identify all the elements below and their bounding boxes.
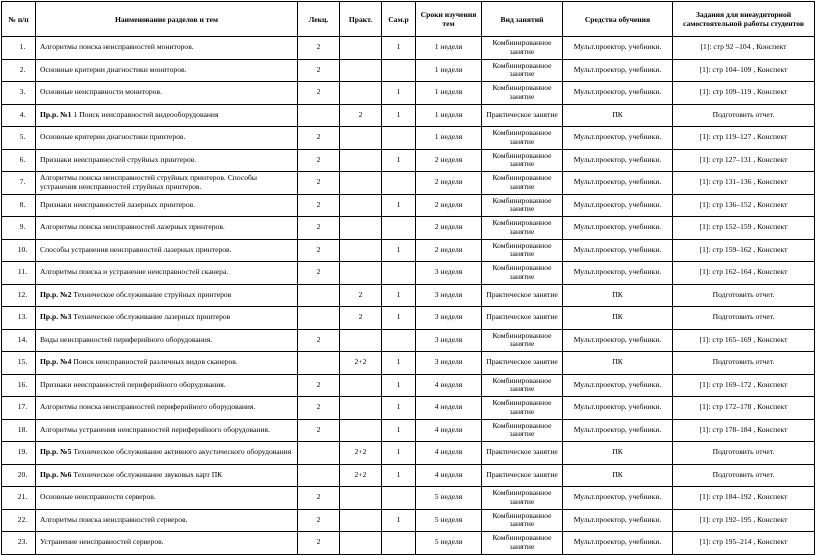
lecture-hours: 2 bbox=[298, 127, 340, 150]
table-row bbox=[2, 104, 815, 127]
topic-name: Основные неисправности мониторов. bbox=[40, 87, 162, 97]
homework-task: [1]: стр 104–109 , Конспект bbox=[673, 59, 815, 82]
row-number: 23. bbox=[2, 532, 36, 555]
header-num: № п/п bbox=[2, 2, 36, 37]
topic-cell bbox=[36, 442, 298, 465]
lecture-hours: 2 bbox=[298, 59, 340, 82]
topic-name: Способы устранения неисправностей лазерных принтеров. bbox=[40, 244, 232, 254]
row-number: 3. bbox=[2, 82, 36, 105]
lecture-hours bbox=[298, 104, 340, 127]
practice-hours: 2+2 bbox=[340, 464, 382, 487]
topic-name: Алгоритмы поиска неисправностей периферийного оборудования. bbox=[40, 402, 256, 412]
table-body bbox=[2, 37, 815, 555]
lesson-type: Комбинированное занятие bbox=[482, 127, 563, 150]
teaching-means: Мульт.проектор, учебники. bbox=[563, 127, 673, 150]
homework-task: Подготовить отчет. bbox=[673, 442, 815, 465]
row-number: 11. bbox=[2, 262, 36, 285]
homework-task: [1]: стр 178–184 , Конспект bbox=[673, 419, 815, 442]
lesson-type: Комбинированное занятие bbox=[482, 329, 563, 352]
practical-work-label: Пр.р. №3 bbox=[40, 312, 72, 322]
practice-hours bbox=[340, 127, 382, 150]
topic-cell bbox=[36, 172, 298, 195]
lecture-hours: 2 bbox=[298, 194, 340, 217]
table-row bbox=[2, 59, 815, 82]
teaching-means: ПК bbox=[563, 464, 673, 487]
lesson-type: Практическое занятие bbox=[482, 464, 563, 487]
self-study-hours: 1 bbox=[382, 374, 416, 397]
homework-task: [1]: стр 165–169 , Конспект bbox=[673, 329, 815, 352]
study-term: 2 неделя bbox=[416, 194, 482, 217]
header-self: Сам.р bbox=[382, 2, 416, 37]
row-number: 12. bbox=[2, 284, 36, 307]
topic-cell bbox=[36, 464, 298, 487]
topic-name: Основные неисправности серверов. bbox=[40, 492, 156, 502]
lesson-type: Комбинированное занятие bbox=[482, 217, 563, 240]
lecture-hours: 2 bbox=[298, 532, 340, 555]
homework-task: [1]: стр 136–152 , Конспект bbox=[673, 194, 815, 217]
lecture-hours bbox=[298, 307, 340, 330]
teaching-means: Мульт.проектор, учебники. bbox=[563, 149, 673, 172]
practical-work-label: Пр.р. №4 bbox=[40, 357, 72, 367]
table-row bbox=[2, 509, 815, 532]
homework-task: Подготовить отчет. bbox=[673, 464, 815, 487]
study-term: 4 неделя bbox=[416, 442, 482, 465]
homework-task: [1]: стр 172–178 , Конспект bbox=[673, 397, 815, 420]
homework-task: [1]: стр 159–162 , Конспект bbox=[673, 239, 815, 262]
row-number: 5. bbox=[2, 127, 36, 150]
practice-hours bbox=[340, 487, 382, 510]
topic-cell bbox=[36, 262, 298, 285]
table-row bbox=[2, 284, 815, 307]
self-study-hours bbox=[382, 329, 416, 352]
table-row bbox=[2, 82, 815, 105]
lesson-type: Комбинированное занятие bbox=[482, 532, 563, 555]
table-row bbox=[2, 464, 815, 487]
homework-task: [1]: стр 109–119 , Конспект bbox=[673, 82, 815, 105]
practice-hours: 2+2 bbox=[340, 352, 382, 375]
lecture-hours: 2 bbox=[298, 172, 340, 195]
topic-name: Алгоритмы поиска и устранение неисправностей сканера. bbox=[40, 267, 229, 277]
practice-hours bbox=[340, 509, 382, 532]
lecture-hours: 2 bbox=[298, 82, 340, 105]
homework-task: [1]: стр 192–195 , Конспект bbox=[673, 509, 815, 532]
practice-hours: 2+2 bbox=[340, 442, 382, 465]
teaching-means: Мульт.проектор, учебники. bbox=[563, 217, 673, 240]
header-row bbox=[2, 2, 815, 37]
topic-cell bbox=[36, 509, 298, 532]
practice-hours bbox=[340, 397, 382, 420]
table-row bbox=[2, 172, 815, 195]
teaching-means: Мульт.проектор, учебники. bbox=[563, 419, 673, 442]
header-means: Средства обучения bbox=[563, 2, 673, 37]
homework-task: [1]: стр 195–214 , Конспект bbox=[673, 532, 815, 555]
topic-name: Признаки неисправностей периферийного оборудования. bbox=[40, 379, 226, 389]
self-study-hours: 1 bbox=[382, 352, 416, 375]
topic-cell bbox=[36, 104, 298, 127]
schedule-document bbox=[1, 1, 815, 555]
table-row bbox=[2, 149, 815, 172]
study-term: 1 неделя bbox=[416, 59, 482, 82]
homework-task: [1]: стр 127–131 , Конспект bbox=[673, 149, 815, 172]
table-row bbox=[2, 532, 815, 555]
topic-cell bbox=[36, 149, 298, 172]
topic-cell bbox=[36, 419, 298, 442]
self-study-hours bbox=[382, 172, 416, 195]
lesson-type: Комбинированное занятие bbox=[482, 37, 563, 60]
topic-name: Основные критерии диагностики принтеров. bbox=[40, 132, 186, 142]
practice-hours: 2 bbox=[340, 307, 382, 330]
table-row bbox=[2, 262, 815, 285]
teaching-means: ПК bbox=[563, 307, 673, 330]
topic-cell bbox=[36, 374, 298, 397]
practice-hours bbox=[340, 82, 382, 105]
lesson-type: Комбинированное занятие bbox=[482, 239, 563, 262]
topic-cell bbox=[36, 194, 298, 217]
homework-task: [1]: стр 184–192 , Конспект bbox=[673, 487, 815, 510]
practice-hours bbox=[340, 374, 382, 397]
teaching-means: Мульт.проектор, учебники. bbox=[563, 37, 673, 60]
row-number: 21. bbox=[2, 487, 36, 510]
teaching-means: Мульт.проектор, учебники. bbox=[563, 262, 673, 285]
topic-cell bbox=[36, 329, 298, 352]
lecture-hours: 2 bbox=[298, 329, 340, 352]
study-term: 3 неделя bbox=[416, 352, 482, 375]
study-term: 4 неделя bbox=[416, 419, 482, 442]
row-number: 13. bbox=[2, 307, 36, 330]
lecture-hours: 2 bbox=[298, 487, 340, 510]
row-number: 18. bbox=[2, 419, 36, 442]
schedule-table bbox=[1, 1, 815, 555]
topic-cell bbox=[36, 532, 298, 555]
self-study-hours: 1 bbox=[382, 442, 416, 465]
teaching-means: Мульт.проектор, учебники. bbox=[563, 487, 673, 510]
topic-name: Техническое обслуживание лазерных принтеров bbox=[73, 312, 231, 322]
header-name: Наименование разделов и тем bbox=[36, 2, 298, 37]
study-term: 2 неделя bbox=[416, 172, 482, 195]
practical-work-label: Пр.р. №1 bbox=[40, 109, 72, 119]
topic-cell bbox=[36, 82, 298, 105]
topic-name: Алгоритмы поиска неисправностей мониторов. bbox=[40, 42, 194, 52]
self-study-hours bbox=[382, 59, 416, 82]
study-term: 1 неделя bbox=[416, 37, 482, 60]
topic-cell bbox=[36, 307, 298, 330]
table-row bbox=[2, 374, 815, 397]
study-term: 4 неделя bbox=[416, 374, 482, 397]
lesson-type: Комбинированное занятие bbox=[482, 374, 563, 397]
study-term: 1 неделя bbox=[416, 82, 482, 105]
row-number: 10. bbox=[2, 239, 36, 262]
topic-name: Виды неисправностей периферийного оборудования. bbox=[40, 334, 213, 344]
topic-name: 1 Поиск неисправностей видеооборудования bbox=[73, 109, 219, 119]
teaching-means: Мульт.проектор, учебники. bbox=[563, 59, 673, 82]
lesson-type: Комбинированное занятие bbox=[482, 82, 563, 105]
topic-name: Основные критерии диагностики мониторов. bbox=[40, 64, 187, 74]
lesson-type: Комбинированное занятие bbox=[482, 59, 563, 82]
lecture-hours: 2 bbox=[298, 239, 340, 262]
topic-name: Алгоритмы устранения неисправностей периферийного оборудования. bbox=[40, 424, 270, 434]
topic-name: Признаки неисправностей струйных принтеров. bbox=[40, 154, 197, 164]
row-number: 8. bbox=[2, 194, 36, 217]
topic-cell bbox=[36, 352, 298, 375]
teaching-means: ПК bbox=[563, 442, 673, 465]
homework-task: [1]: стр 152–159 , Конспект bbox=[673, 217, 815, 240]
topic-cell bbox=[36, 397, 298, 420]
row-number: 7. bbox=[2, 172, 36, 195]
teaching-means: Мульт.проектор, учебники. bbox=[563, 172, 673, 195]
self-study-hours: 1 bbox=[382, 149, 416, 172]
practice-hours: 2 bbox=[340, 104, 382, 127]
practice-hours: 2 bbox=[340, 284, 382, 307]
lecture-hours bbox=[298, 442, 340, 465]
homework-task: Подготовить отчет. bbox=[673, 352, 815, 375]
table-row bbox=[2, 217, 815, 240]
self-study-hours: 1 bbox=[382, 104, 416, 127]
header-task: Задания для внеаудиторной самостоятельной работы студентов bbox=[673, 2, 815, 37]
self-study-hours: 1 bbox=[382, 82, 416, 105]
table-row bbox=[2, 239, 815, 262]
lecture-hours: 2 bbox=[298, 509, 340, 532]
table-row bbox=[2, 352, 815, 375]
table-row bbox=[2, 419, 815, 442]
row-number: 20. bbox=[2, 464, 36, 487]
practice-hours bbox=[340, 172, 382, 195]
self-study-hours: 1 bbox=[382, 284, 416, 307]
lesson-type: Комбинированное занятие bbox=[482, 419, 563, 442]
practice-hours bbox=[340, 194, 382, 217]
lecture-hours: 2 bbox=[298, 262, 340, 285]
lecture-hours bbox=[298, 284, 340, 307]
table-row bbox=[2, 397, 815, 420]
lecture-hours: 2 bbox=[298, 217, 340, 240]
topic-name: Алгоритмы поиска неисправностей серверов. bbox=[40, 514, 188, 524]
topic-cell bbox=[36, 127, 298, 150]
teaching-means: Мульт.проектор, учебники. bbox=[563, 509, 673, 532]
study-term: 2 неделя bbox=[416, 217, 482, 240]
topic-name: Алгоритмы поиска неисправностей лазерных принтеров. bbox=[40, 222, 225, 232]
teaching-means: Мульт.проектор, учебники. bbox=[563, 194, 673, 217]
teaching-means: ПК bbox=[563, 352, 673, 375]
practice-hours bbox=[340, 262, 382, 285]
study-term: 4 неделя bbox=[416, 464, 482, 487]
header-kind: Вид занятий bbox=[482, 2, 563, 37]
study-term: 4 неделя bbox=[416, 397, 482, 420]
study-term: 5 неделя bbox=[416, 509, 482, 532]
lecture-hours bbox=[298, 352, 340, 375]
lesson-type: Комбинированное занятие bbox=[482, 397, 563, 420]
row-number: 16. bbox=[2, 374, 36, 397]
practice-hours bbox=[340, 239, 382, 262]
table-row bbox=[2, 442, 815, 465]
lecture-hours: 2 bbox=[298, 419, 340, 442]
lesson-type: Комбинированное занятие bbox=[482, 487, 563, 510]
self-study-hours: 1 bbox=[382, 397, 416, 420]
practice-hours bbox=[340, 329, 382, 352]
self-study-hours: 1 bbox=[382, 239, 416, 262]
row-number: 9. bbox=[2, 217, 36, 240]
topic-name: Алгоритмы поиска неисправностей струйных принтеров. Способы устранения неисправностей струйных принтеров. bbox=[40, 173, 257, 191]
lesson-type: Практическое занятие bbox=[482, 284, 563, 307]
lesson-type: Комбинированное занятие bbox=[482, 172, 563, 195]
topic-cell bbox=[36, 37, 298, 60]
practical-work-label: Пр.р. №5 bbox=[40, 447, 72, 457]
lecture-hours: 2 bbox=[298, 149, 340, 172]
practical-work-label: Пр.р. №6 bbox=[40, 469, 72, 479]
row-number: 17. bbox=[2, 397, 36, 420]
study-term: 3 неделя bbox=[416, 307, 482, 330]
study-term: 3 неделя bbox=[416, 284, 482, 307]
topic-name: Признаки неисправностей лазерных принтеров. bbox=[40, 199, 196, 209]
table-row bbox=[2, 307, 815, 330]
header-pract: Практ. bbox=[340, 2, 382, 37]
homework-task: [1]: стр 169–172 , Конспект bbox=[673, 374, 815, 397]
topic-name: Поиск неисправностей различных видов сканеров. bbox=[73, 357, 238, 367]
row-number: 1. bbox=[2, 37, 36, 60]
lesson-type: Комбинированное занятие bbox=[482, 194, 563, 217]
row-number: 2. bbox=[2, 59, 36, 82]
self-study-hours: 1 bbox=[382, 37, 416, 60]
teaching-means: Мульт.проектор, учебники. bbox=[563, 239, 673, 262]
study-term: 3 неделя bbox=[416, 262, 482, 285]
teaching-means: Мульт.проектор, учебники. bbox=[563, 329, 673, 352]
homework-task: Подготовить отчет. bbox=[673, 307, 815, 330]
self-study-hours: 1 bbox=[382, 464, 416, 487]
homework-task: Подготовить отчет. bbox=[673, 284, 815, 307]
row-number: 6. bbox=[2, 149, 36, 172]
lesson-type: Практическое занятие bbox=[482, 442, 563, 465]
practice-hours bbox=[340, 149, 382, 172]
header-lect: Лекц. bbox=[298, 2, 340, 37]
self-study-hours bbox=[382, 217, 416, 240]
teaching-means: Мульт.проектор, учебники. bbox=[563, 82, 673, 105]
homework-task: Подготовить отчет. bbox=[673, 104, 815, 127]
practice-hours bbox=[340, 532, 382, 555]
self-study-hours bbox=[382, 532, 416, 555]
teaching-means: Мульт.проектор, учебники. bbox=[563, 532, 673, 555]
row-number: 15. bbox=[2, 352, 36, 375]
row-number: 22. bbox=[2, 509, 36, 532]
homework-task: [1]: стр 162–164 , Конспект bbox=[673, 262, 815, 285]
teaching-means: ПК bbox=[563, 104, 673, 127]
topic-name: Устранение неисправностей серверов. bbox=[40, 537, 164, 547]
lecture-hours bbox=[298, 464, 340, 487]
topic-name: Техническое обслуживание звуковых карт ПК bbox=[73, 469, 223, 479]
self-study-hours: 1 bbox=[382, 307, 416, 330]
lecture-hours: 2 bbox=[298, 374, 340, 397]
self-study-hours bbox=[382, 487, 416, 510]
topic-cell bbox=[36, 59, 298, 82]
table-row bbox=[2, 127, 815, 150]
study-term: 3 неделя bbox=[416, 329, 482, 352]
table-row bbox=[2, 194, 815, 217]
lesson-type: Комбинированное занятие bbox=[482, 262, 563, 285]
homework-task: [1]: стр 119–127 , Конспект bbox=[673, 127, 815, 150]
practice-hours bbox=[340, 59, 382, 82]
practical-work-label: Пр.р. №2 bbox=[40, 289, 72, 299]
self-study-hours bbox=[382, 262, 416, 285]
homework-task: [1]: стр 131–136 , Конспект bbox=[673, 172, 815, 195]
practice-hours bbox=[340, 217, 382, 240]
header-term: Сроки изучения тем bbox=[416, 2, 482, 37]
topic-cell bbox=[36, 217, 298, 240]
lesson-type: Комбинированное занятие bbox=[482, 149, 563, 172]
topic-cell bbox=[36, 239, 298, 262]
study-term: 2 неделя bbox=[416, 239, 482, 262]
teaching-means: ПК bbox=[563, 284, 673, 307]
homework-task: [1]: стр 92 –104 , Конспект bbox=[673, 37, 815, 60]
table-row bbox=[2, 329, 815, 352]
self-study-hours: 1 bbox=[382, 194, 416, 217]
topic-cell bbox=[36, 487, 298, 510]
study-term: 5 неделя bbox=[416, 532, 482, 555]
lesson-type: Практическое занятие bbox=[482, 104, 563, 127]
row-number: 14. bbox=[2, 329, 36, 352]
table-row bbox=[2, 487, 815, 510]
practice-hours bbox=[340, 419, 382, 442]
study-term: 2 неделя bbox=[416, 149, 482, 172]
lesson-type: Практическое занятие bbox=[482, 307, 563, 330]
lesson-type: Практическое занятие bbox=[482, 352, 563, 375]
row-number: 19. bbox=[2, 442, 36, 465]
teaching-means: Мульт.проектор, учебники. bbox=[563, 397, 673, 420]
lecture-hours: 2 bbox=[298, 37, 340, 60]
self-study-hours: 1 bbox=[382, 419, 416, 442]
topic-cell bbox=[36, 284, 298, 307]
self-study-hours: 1 bbox=[382, 509, 416, 532]
topic-name: Техническое обслуживание струйных принтеров bbox=[73, 289, 232, 299]
study-term: 1 неделя bbox=[416, 127, 482, 150]
self-study-hours bbox=[382, 127, 416, 150]
teaching-means: Мульт.проектор, учебники. bbox=[563, 374, 673, 397]
practice-hours bbox=[340, 37, 382, 60]
study-term: 5 неделя bbox=[416, 487, 482, 510]
row-number: 4. bbox=[2, 104, 36, 127]
lesson-type: Комбинированное занятие bbox=[482, 509, 563, 532]
table-row bbox=[2, 37, 815, 60]
study-term: 1 неделя bbox=[416, 104, 482, 127]
lecture-hours: 2 bbox=[298, 397, 340, 420]
topic-name: Техническое обслуживание активного акустического оборудования bbox=[73, 447, 292, 457]
